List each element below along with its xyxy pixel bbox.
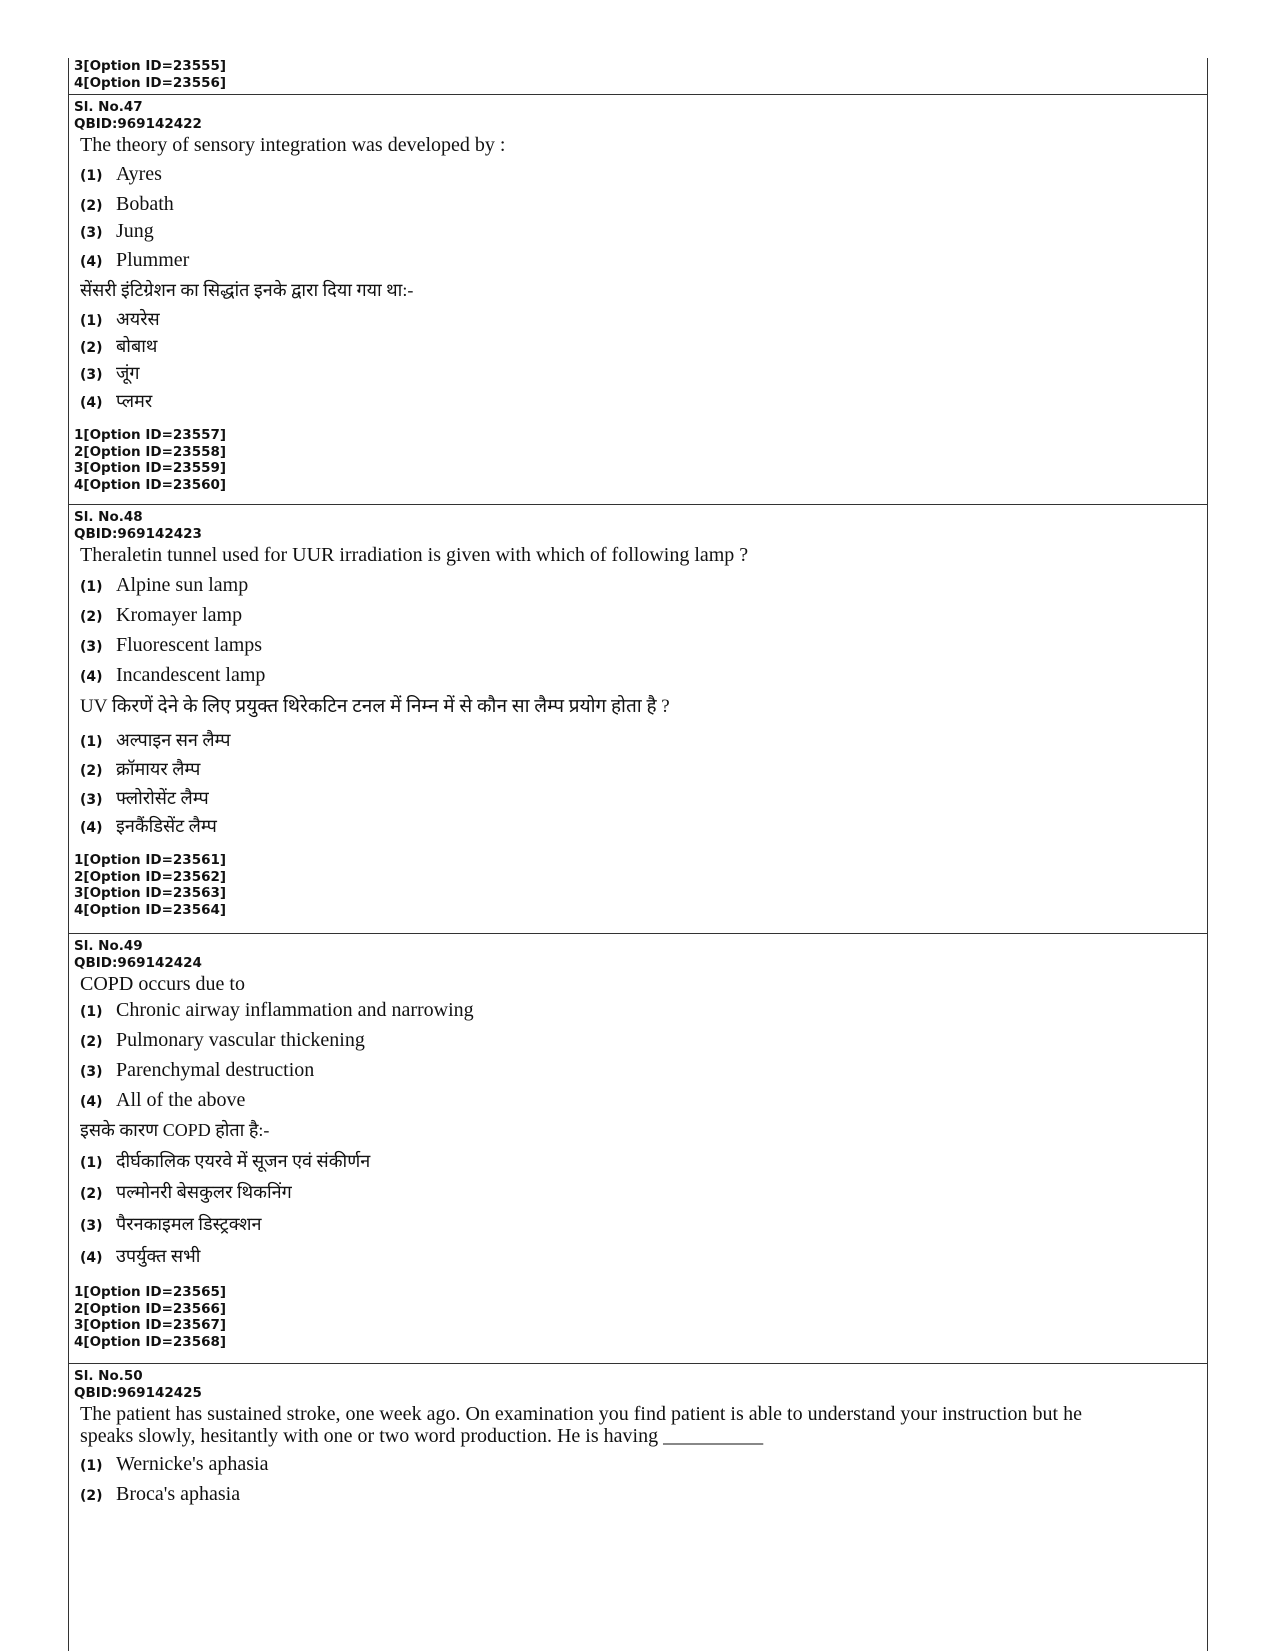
option-id-line: 1[Option ID=23557] xyxy=(74,427,227,443)
option-en: (3) Jung xyxy=(80,220,154,242)
option-hi: (3) पैरनकाइमल डिस्ट्रक्शन xyxy=(80,1214,262,1234)
question-block-50 xyxy=(69,1368,1207,1515)
question-text-en: The theory of sensory integration was developed by : xyxy=(80,134,506,156)
option-en: (2) Broca's aphasia xyxy=(80,1483,241,1505)
option-en: (4) Plummer xyxy=(80,249,190,271)
option-id-line: 3[Option ID=23563] xyxy=(74,885,227,901)
option-id-line: 4[Option ID=23560] xyxy=(74,476,227,493)
option-hi: (3) फ्लोरोसेंट लैम्प xyxy=(80,788,209,808)
option-id-line: 1[Option ID=23565] xyxy=(74,1284,227,1300)
question-text-hi: UV किरणें देने के लिए प्रयुक्त थिरेकटिन टनल में निम्न में से कौन सा लैम्प प्रयोग होता है ? xyxy=(80,696,670,717)
qbid: QBID:969142423 xyxy=(74,525,202,542)
option-id-line: 4[Option ID=23556] xyxy=(74,74,227,91)
option-hi: (4) उपर्युक्त सभी xyxy=(80,1246,201,1266)
option-id-line: 2[Option ID=23566] xyxy=(74,1300,227,1317)
serial-number: Sl. No.50 xyxy=(74,1368,143,1384)
option-id-line: 4[Option ID=23568] xyxy=(74,1333,227,1350)
question-block-49 xyxy=(69,938,1207,1364)
question-block-47 xyxy=(69,99,1207,505)
question-text-en: Theraletin tunnel used for UUR irradiation is given with which of following lamp ? xyxy=(80,544,749,566)
serial-number: Sl. No.49 xyxy=(74,938,143,954)
question-paper-page xyxy=(68,58,1208,1651)
option-id-line: 4[Option ID=23564] xyxy=(74,901,227,918)
option-en: (2) Bobath xyxy=(80,193,174,215)
option-hi: (2) क्रॉमायर लैम्प xyxy=(80,759,201,779)
question-text-hi: इसके कारण COPD होता है:- xyxy=(80,1120,270,1140)
option-hi: (1) अल्पाइन सन लैम्प xyxy=(80,730,231,750)
option-id-line: 3[Option ID=23567] xyxy=(74,1317,227,1333)
option-en: (1) Wernicke's aphasia xyxy=(80,1453,269,1475)
option-en: (2) Kromayer lamp xyxy=(80,604,243,626)
option-hi: (4) प्लमर xyxy=(80,391,153,411)
question-text-en: The patient has sustained stroke, one week ago. On examination you find patient is able to understand your instruction but he speaks slowly, hesitantly with one or two word production. He is having __________ xyxy=(80,1403,1082,1447)
option-en: (1) Alpine sun lamp xyxy=(80,574,249,596)
option-hi: (2) पल्मोनरी बेसकुलर थिकनिंग xyxy=(80,1182,292,1202)
option-en: (4) All of the above xyxy=(80,1089,246,1111)
question-text-en: COPD occurs due to xyxy=(80,973,245,995)
prev-question-option-ids xyxy=(69,58,1207,95)
question-text-hi: सेंसरी इंटिग्रेशन का सिद्धांत इनके द्वारा दिया गया था:- xyxy=(80,280,414,300)
option-hi: (4) इनकैंडिसेंट लैम्प xyxy=(80,816,217,836)
qbid: QBID:969142424 xyxy=(74,954,202,971)
serial-number: Sl. No.47 xyxy=(74,99,143,115)
option-en: (1) Chronic airway inflammation and narrowing xyxy=(80,999,474,1021)
option-hi: (2) बोबाथ xyxy=(80,336,158,356)
option-hi: (3) जूंग xyxy=(80,363,140,383)
option-id-line: 2[Option ID=23558] xyxy=(74,443,227,460)
option-id-line: 2[Option ID=23562] xyxy=(74,868,227,885)
option-id-line: 3[Option ID=23555] xyxy=(74,58,227,74)
option-id-line: 1[Option ID=23561] xyxy=(74,852,227,868)
option-en: (3) Fluorescent lamps xyxy=(80,634,263,656)
serial-number: Sl. No.48 xyxy=(74,509,143,525)
option-hi: (1) अयरेस xyxy=(80,309,160,329)
option-id-line: 3[Option ID=23559] xyxy=(74,460,227,476)
option-en: (1) Ayres xyxy=(80,163,162,185)
qbid: QBID:969142422 xyxy=(74,115,202,132)
option-en: (4) Incandescent lamp xyxy=(80,664,266,686)
option-en: (3) Parenchymal destruction xyxy=(80,1059,315,1081)
option-en: (2) Pulmonary vascular thickening xyxy=(80,1029,365,1051)
option-hi: (1) दीर्घकालिक एयरवे में सूजन एवं संकीर्णन xyxy=(80,1151,371,1171)
qbid: QBID:969142425 xyxy=(74,1384,202,1401)
question-block-48 xyxy=(69,509,1207,934)
